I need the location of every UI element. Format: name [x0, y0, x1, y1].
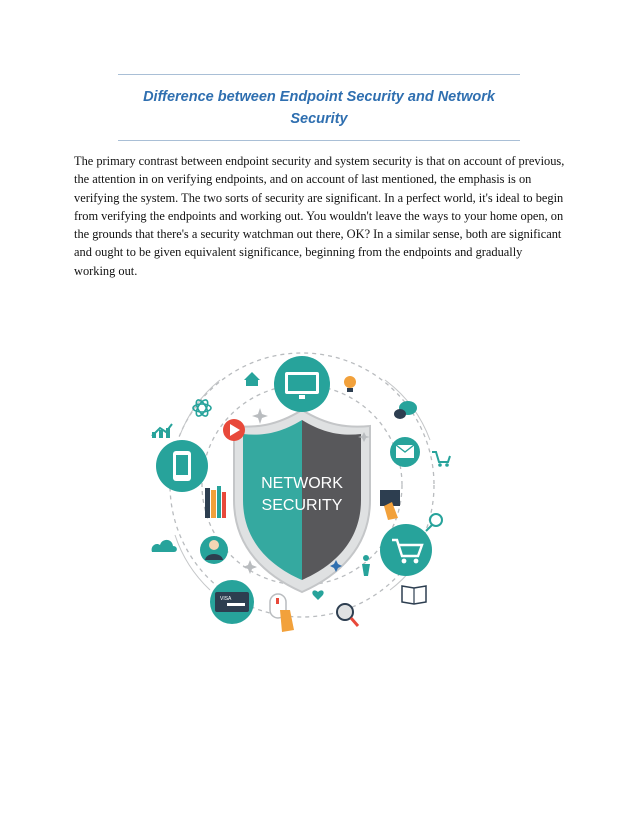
shield: [234, 410, 370, 592]
shield-text-security: SECURITY: [261, 497, 343, 514]
search-icon: [426, 514, 442, 531]
document-heading: Difference between Endpoint Security and Network Security: [143, 89, 495, 127]
tablet-icon: [156, 440, 208, 492]
book-icon: [402, 586, 426, 604]
card-text: VISA: [220, 596, 232, 602]
cart-small-icon: [432, 452, 450, 467]
mail-icon: [390, 437, 420, 467]
person-icon: [362, 555, 370, 576]
books-icon: [205, 486, 226, 518]
mouse-icon: [270, 594, 294, 632]
lightbulb-icon: [344, 376, 356, 392]
chat-icon: [394, 401, 417, 419]
network-security-illustration: [140, 340, 470, 650]
play-icon: [223, 419, 245, 441]
cloud-icon: [152, 540, 177, 552]
heart-icon: [312, 590, 323, 600]
cart-icon: [380, 524, 432, 576]
monitor-icon: [274, 356, 330, 412]
body-paragraph: The primary contrast between endpoint security and system security is that on account of previous, the attention in on verifying endpoints, and on account of last mentioned, the emphasis is on verifying the system. The two sorts of security are significant. In a perfect world, it's ideal to begin from verifying the endpoints and working out. You wouldn't leave the ways to your home open, on the grounds that there's a security watchman out there, OK? In a similar sense, both are significant and ought to be given equivalent significance, beginning from the endpoints and gradually working out.: [74, 154, 565, 278]
atom-icon: [193, 398, 211, 418]
credit-card-icon: [210, 580, 254, 624]
magnifier-icon: [337, 604, 358, 626]
heading-top-rule: [118, 74, 520, 75]
user-icon: [200, 536, 228, 564]
heading-bottom-rule: [118, 140, 520, 141]
cursor-hand-icon: [380, 490, 400, 520]
shield-text-network: NETWORK: [261, 475, 343, 492]
home-icon: [244, 372, 260, 386]
chart-icon: [152, 424, 172, 438]
